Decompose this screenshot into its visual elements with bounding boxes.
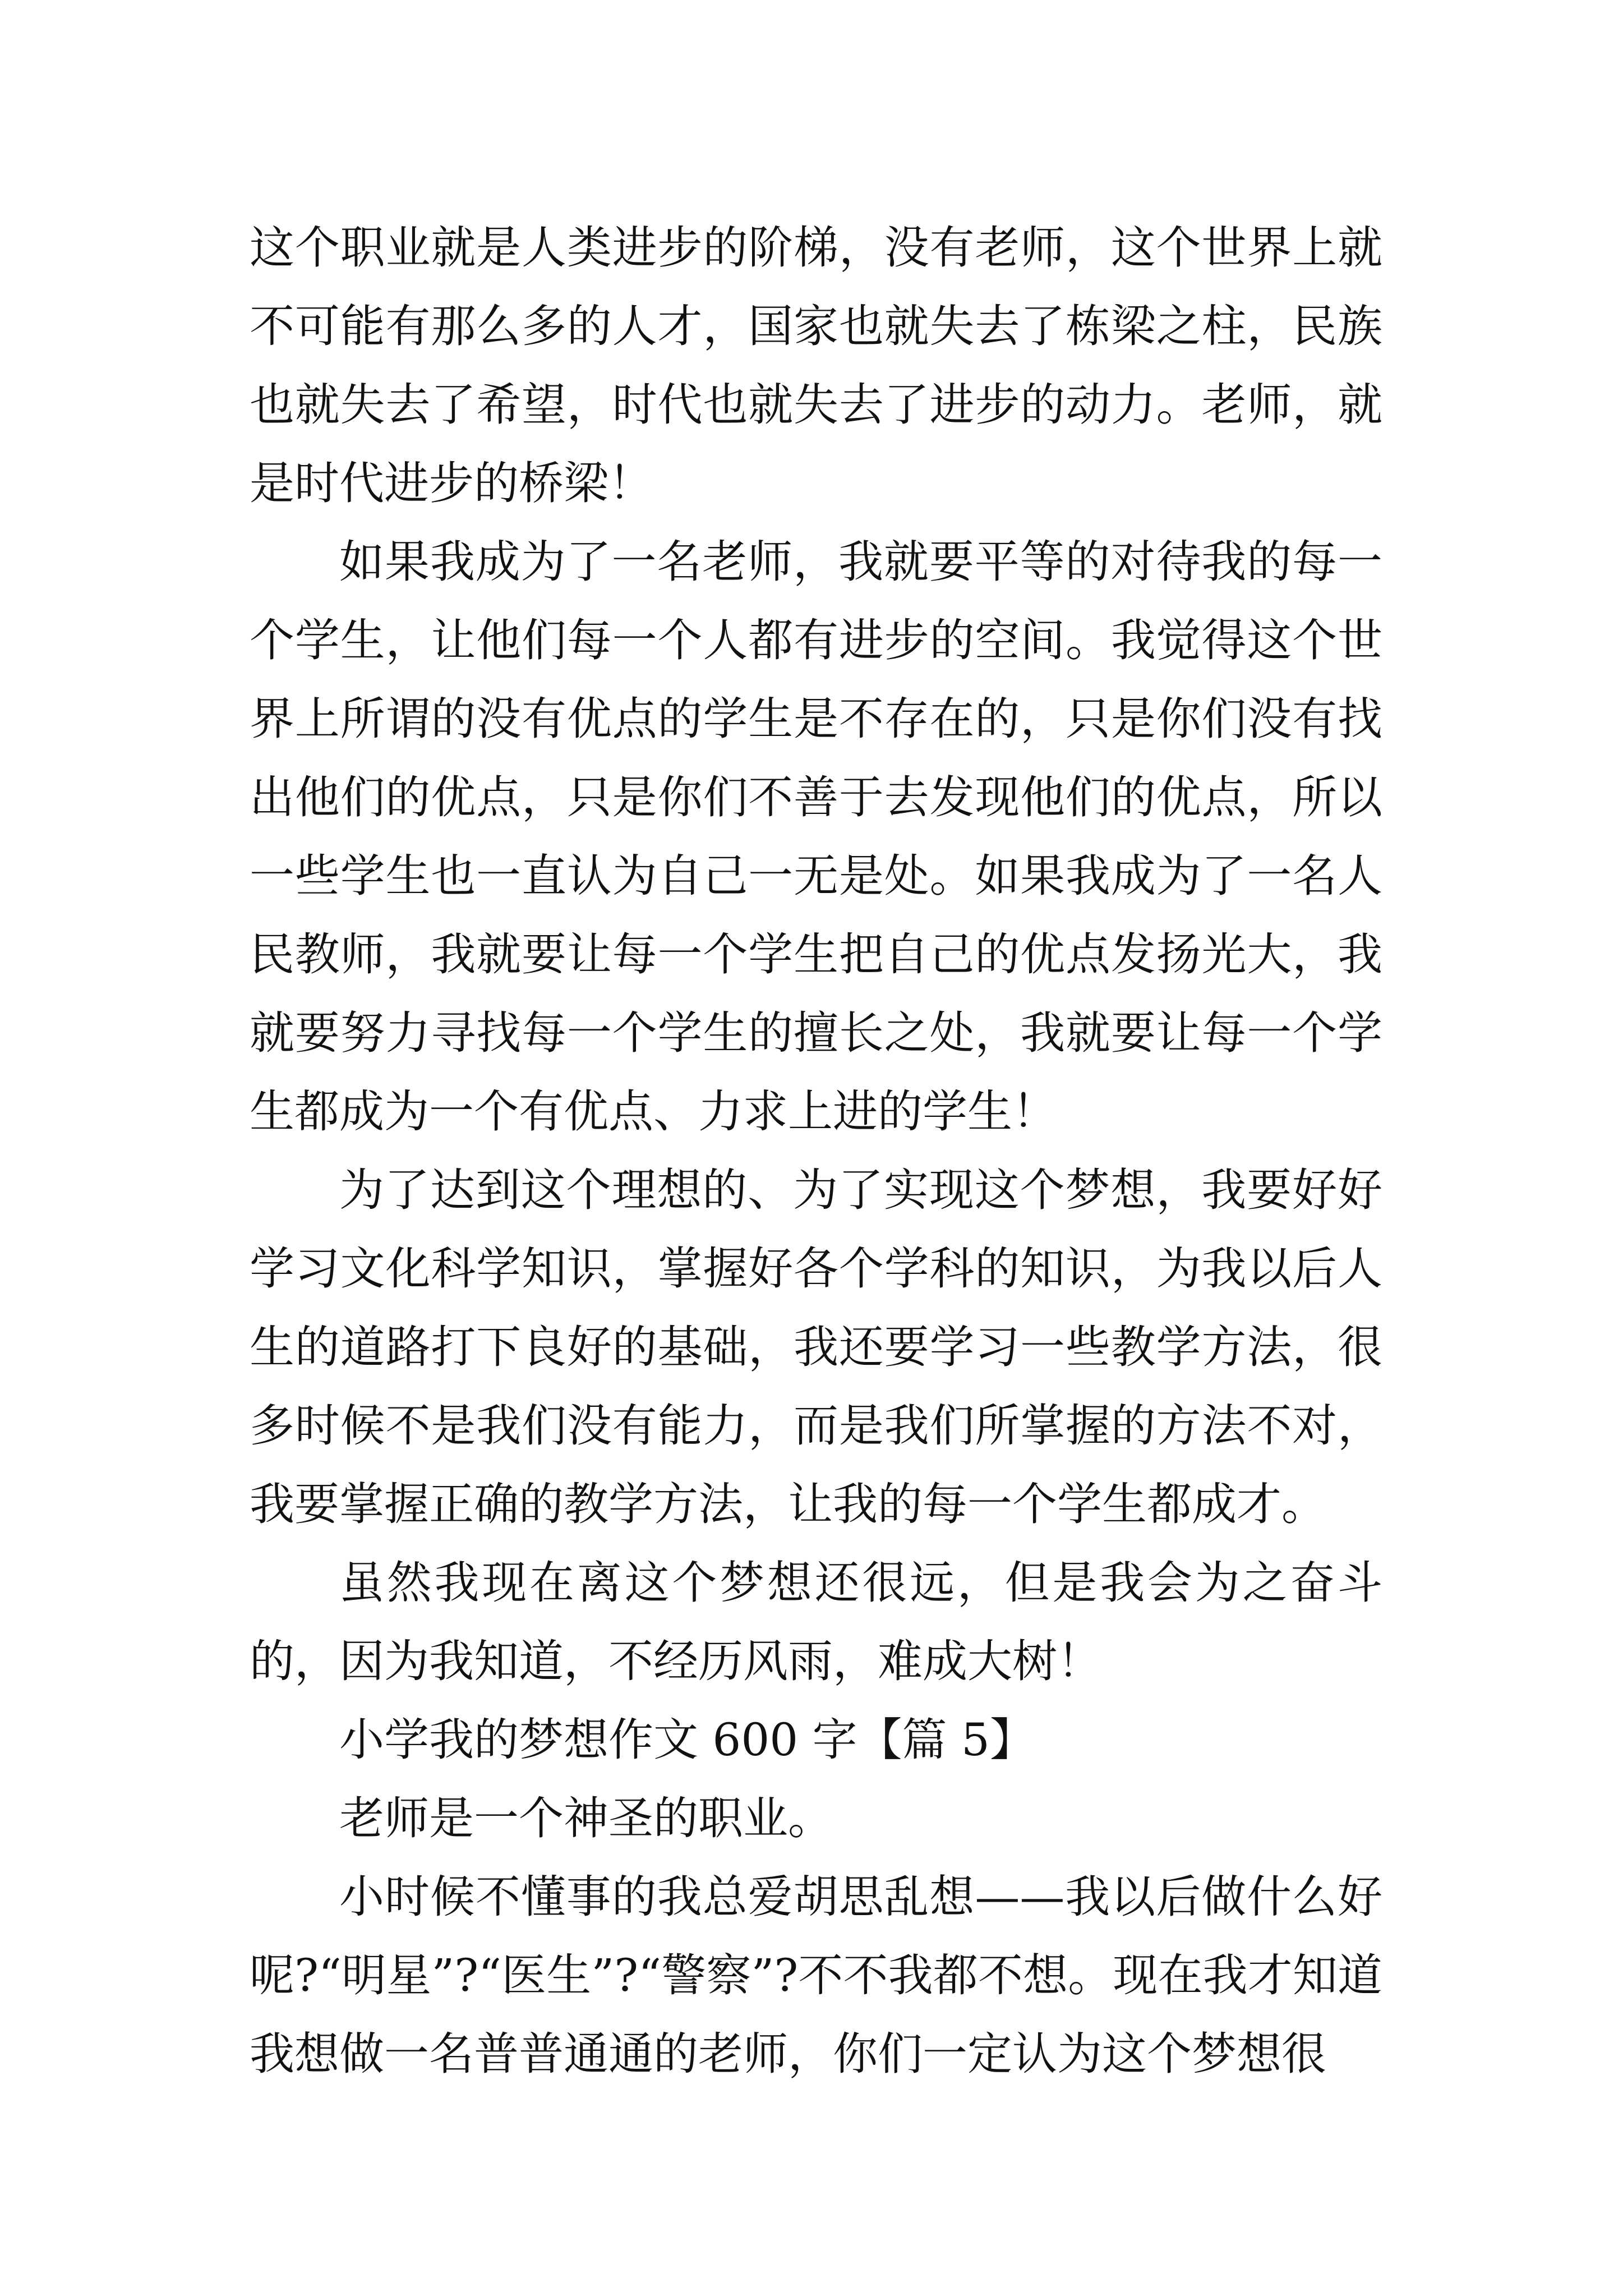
paragraph-1: 这个职业就是人类进步的阶梯，没有老师，这个世界上就不可能有那么多的人才，国家也就失去了栋梁之柱，民族也就失去了希望，时代也就失去了进步的动力。老师，就是时代进步的桥梁！ (250, 222, 1382, 509)
paragraph-2: 如果我成为了一名老师，我就要平等的对待我的每一个学生，让他们每一个人都有进步的空间。我觉得这个世界上所谓的没有优点的学生是不存在的，只是你们没有找出他们的优点，只是你们不善于去发现他们的优点，所以一些学生也一直认为自己一无是处。如果我成为了一名人民教师，我就要让每一个学生把自己的优点发扬光大，我就要努力寻找每一个学生的擅长之处，我就要让每一个学生都成为一个有优点、力求上进的学生！ (250, 536, 1382, 1138)
paragraph-6: 小时候不懂事的我总爱胡思乱想——我以后做什么好呢?“明星”?“医生”?“警察”?不不我都不想。现在我才知道我想做一名普普通通的老师，你们一定认为这个梦想很 (250, 1871, 1382, 2080)
paragraph-3: 为了达到这个理想的、为了实现这个梦想，我要好好学习文化科学知识，掌握好各个学科的知识，为我以后人生的道路打下良好的基础，我还要学习一些教学方法，很多时候不是我们没有能力，而是我们所掌握的方法不对，我要掌握正确的教学方法，让我的每一个学生都成才。 (250, 1164, 1382, 1530)
paragraph-5: 老师是一个神圣的职业。 (339, 1792, 833, 1844)
document-body (250, 209, 1382, 2093)
paragraph-4: 虽然我现在离这个梦想还很远，但是我会为之奋斗的，因为我知道，不经历风雨，难成大树！ (250, 1557, 1382, 1687)
section-heading: 小学我的梦想作文 600 字【篇 5】 (339, 1714, 1035, 1766)
